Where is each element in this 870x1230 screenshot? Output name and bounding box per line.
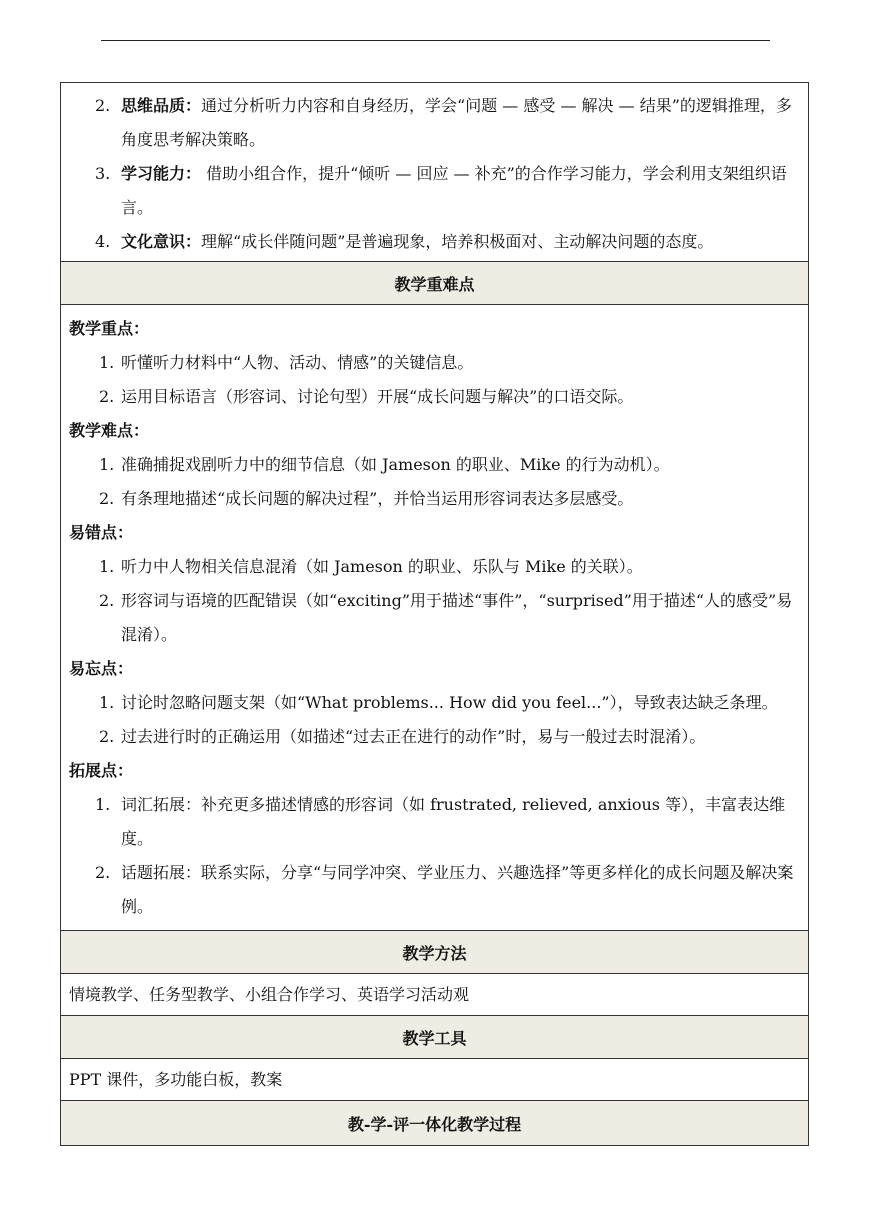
- item-text: 话题拓展：联系实际，分享“与同学冲突、学业压力、兴趣选择”等更多样化的成长问题及解决案例。: [121, 863, 794, 916]
- method-cell: [61, 974, 809, 1016]
- item-text: 有条理地描述“成长问题的解决过程”，并恰当运用形容词表达多层感受。: [121, 489, 634, 508]
- method-text: 情境教学、任务型教学、小组合作学习、英语学习活动观: [69, 984, 470, 1004]
- item-text: 听力中人物相关信息混淆（如 Jameson 的职业、乐队与 Mike 的关联）。: [121, 557, 643, 576]
- extend-item: [69, 788, 800, 856]
- goal-label: 学习能力：: [121, 164, 202, 183]
- item-number: 1.: [99, 693, 115, 712]
- extend-title: 拓展点：: [69, 761, 134, 780]
- item-text: 形容词与语境的匹配错误（如“exciting”用于描述“事件”，“surprised”用于描述“人的感受”易混淆）。: [121, 591, 793, 644]
- goal-number: 2.: [95, 96, 111, 115]
- goal-text: 通过分析听力内容和自身经历，学会“问题 — 感受 — 解决 — 结果”的逻辑推理，多角度思考解决策略。: [121, 96, 792, 149]
- goal-text: 借助小组合作，提升“倾听 — 回应 — 补充”的合作学习能力，学会利用支架组织语言。: [121, 164, 787, 217]
- item-text: 过去进行时的正确运用（如描述“过去正在进行的动作”时，易与一般过去时混淆）。: [121, 727, 706, 746]
- extend-item: [69, 856, 800, 924]
- goal-item: [69, 225, 800, 259]
- error-title: 易错点：: [69, 523, 134, 542]
- item-number: 2.: [99, 591, 115, 610]
- goals-cell: [61, 83, 809, 262]
- tools-row: [61, 1059, 809, 1101]
- key-points-cell: [61, 305, 809, 931]
- item-number: 2.: [99, 727, 115, 746]
- forget-item: [69, 720, 800, 754]
- item-number: 1.: [99, 455, 115, 474]
- error-item: [69, 584, 800, 652]
- focus-item: [69, 380, 800, 414]
- method-row: [61, 974, 809, 1016]
- process-header-row: [61, 1101, 809, 1146]
- tools-header: 教学工具: [61, 1016, 809, 1059]
- goal-label: 文化意识：: [121, 232, 202, 251]
- lesson-plan-table: [60, 82, 809, 1146]
- focus-title: 教学重点：: [69, 319, 150, 338]
- focus-item: [69, 346, 800, 380]
- goal-label: 思维品质：: [121, 96, 202, 115]
- difficulty-item: [69, 448, 800, 482]
- tools-text: PPT 课件，多功能白板，教案: [69, 1069, 283, 1089]
- key-points-header-row: [61, 262, 809, 305]
- goal-number: 3.: [95, 164, 111, 183]
- error-item: [69, 550, 800, 584]
- difficulty-item: [69, 482, 800, 516]
- goals-row: [61, 83, 809, 262]
- forget-title: 易忘点：: [69, 659, 134, 678]
- method-header-row: [61, 931, 809, 974]
- item-text: 运用目标语言（形容词、讨论句型）开展“成长问题与解决”的口语交际。: [121, 387, 634, 406]
- item-number: 2.: [99, 489, 115, 508]
- process-header: 教-学-评一体化教学过程: [61, 1101, 809, 1146]
- tools-header-row: [61, 1016, 809, 1059]
- item-number: 1.: [99, 557, 115, 576]
- item-number: 2.: [99, 387, 115, 406]
- difficulty-title: 教学难点：: [69, 421, 150, 440]
- method-header: 教学方法: [61, 931, 809, 974]
- goal-number: 4.: [95, 232, 111, 251]
- tools-cell: [61, 1059, 809, 1101]
- goal-item: [69, 89, 800, 157]
- item-number: 2.: [95, 863, 111, 882]
- header-rule: [101, 40, 770, 41]
- goal-text: 理解“成长伴随问题”是普遍现象，培养积极面对、主动解决问题的态度。: [201, 232, 714, 251]
- item-number: 1.: [99, 353, 115, 372]
- key-points-header: 教学重难点: [61, 262, 809, 305]
- goal-item: [69, 157, 800, 225]
- item-text: 讨论时忽略问题支架（如“What problems... How did you feel...”），导致表达缺乏条理。: [121, 693, 778, 712]
- item-text: 准确捕捉戏剧听力中的细节信息（如 Jameson 的职业、Mike 的行为动机）。: [121, 455, 670, 474]
- item-text: 词汇拓展：补充更多描述情感的形容词（如 frustrated, relieved, anxious 等），丰富表达维度。: [121, 795, 786, 848]
- item-number: 1.: [95, 795, 111, 814]
- item-text: 听懂听力材料中“人物、活动、情感”的关键信息。: [121, 353, 474, 372]
- key-points-row: [61, 305, 809, 931]
- forget-item: [69, 686, 800, 720]
